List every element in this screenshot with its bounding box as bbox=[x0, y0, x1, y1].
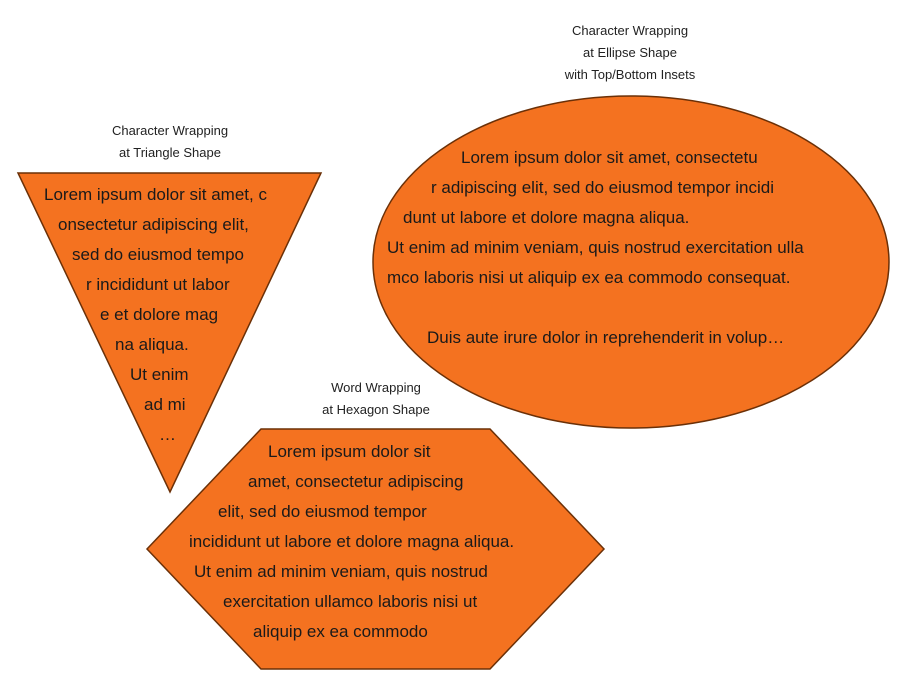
triangle-text-line: … bbox=[159, 425, 176, 444]
ellipse-caption bbox=[530, 20, 730, 86]
ellipse-text-line: mco laboris nisi ut aliquip ex ea commodo consequat. bbox=[387, 268, 791, 287]
hexagon-caption-line: Word Wrapping bbox=[331, 380, 421, 395]
ellipse-caption-line: Character Wrapping bbox=[571, 23, 689, 38]
hexagon-text-line: Ut enim ad minim veniam, quis nostrud bbox=[194, 562, 488, 581]
ellipse-text-line: dunt ut labore et dolore magna aliqua. bbox=[403, 208, 690, 227]
triangle-text-line: onsectetur adipiscing elit, bbox=[58, 215, 249, 234]
ellipse-caption-line: with Top/Bottom Insets bbox=[564, 67, 696, 82]
triangle-caption-line: Character Wrapping bbox=[111, 123, 229, 138]
triangle-text-line: sed do eiusmod tempo bbox=[72, 245, 244, 264]
ellipse-caption-line: at Ellipse Shape bbox=[583, 45, 677, 60]
triangle-caption bbox=[70, 120, 270, 164]
hexagon-text-line: exercitation ullamco laboris nisi ut bbox=[223, 592, 478, 611]
hexagon-text-line: amet, consectetur adipiscing bbox=[248, 472, 464, 491]
triangle-caption-line: at Triangle Shape bbox=[119, 145, 221, 160]
hexagon-caption-line: at Hexagon Shape bbox=[322, 402, 430, 417]
ellipse-text-line: r adipiscing elit, sed do eiusmod tempor incidi bbox=[431, 178, 775, 197]
triangle-text-line: Ut enim bbox=[130, 365, 189, 384]
hexagon-text-line: elit, sed do eiusmod tempor bbox=[218, 502, 427, 521]
ellipse-text-line: Lorem ipsum dolor sit amet, consectetu bbox=[461, 148, 758, 167]
triangle-text-line: r incididunt ut labor bbox=[86, 275, 230, 294]
ellipse-text-line: Duis aute irure dolor in reprehenderit in volup… bbox=[427, 328, 785, 347]
triangle-text-line: Lorem ipsum dolor sit amet, c bbox=[44, 185, 267, 204]
triangle-text-line: e et dolore mag bbox=[100, 305, 219, 324]
ellipse-text-line: Ut enim ad minim veniam, quis nostrud exercitation ulla bbox=[387, 238, 804, 257]
triangle-text-line: ad mi bbox=[144, 395, 186, 414]
hexagon-caption bbox=[276, 377, 476, 421]
hexagon-text-line: incididunt ut labore et dolore magna aliqua. bbox=[189, 532, 515, 551]
triangle-text-line: na aliqua. bbox=[115, 335, 189, 354]
hexagon-text-line: aliquip ex ea commodo bbox=[253, 622, 428, 641]
hexagon-text-line: Lorem ipsum dolor sit bbox=[268, 442, 431, 461]
